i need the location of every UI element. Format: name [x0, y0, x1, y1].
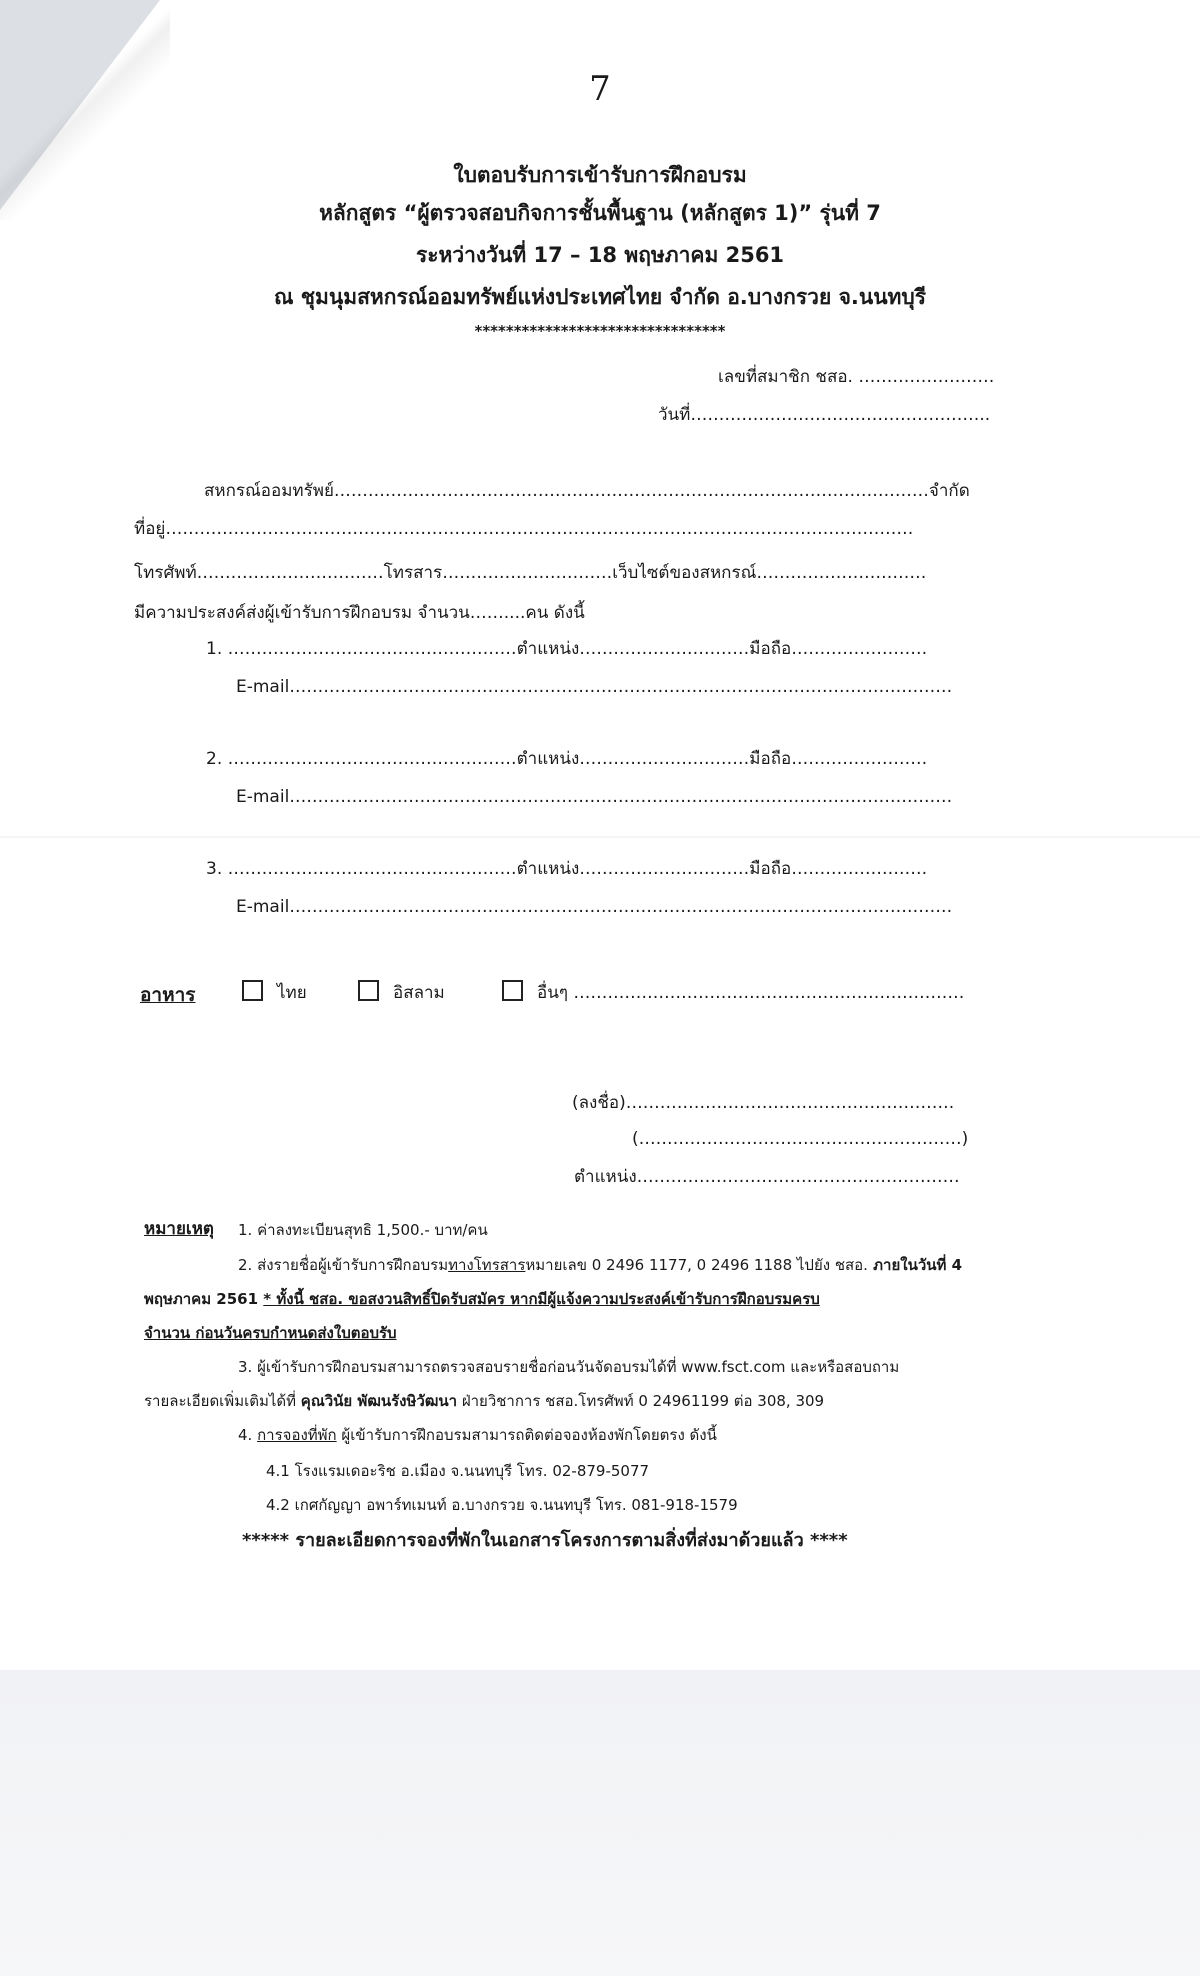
participant-count-line: มีความประสงค์ส่งผู้เข้ารับการฝึกอบรม จำนวน……....คน ดังนี้	[134, 603, 585, 623]
note-3-line-1: 3. ผู้เข้ารับการฝึกอบรมสามารถตรวจสอบรายชื่อก่อนวันจัดอบรมได้ที่ www.fsct.com และหรือสอบถาม	[238, 1358, 900, 1376]
signature-position-field: ตำแหน่ง…………………………………………………	[574, 1167, 960, 1187]
note-4-rest: ผู้เข้ารับการฝึกอบรมสามารถติดต่อจองห้องพักโดยตรง ดังนี้	[336, 1426, 717, 1444]
note-2-line-3: จำนวน ก่อนวันครบกำหนดส่งใบตอบรับ	[144, 1324, 397, 1342]
hotel-2: 4.2 เกศกัญญา อพาร์ทเมนท์ อ.บางกรวย จ.นนทบุรี โทร. 081-918-1579	[266, 1496, 738, 1514]
note-3-contact-name: คุณวินัย พัฒนรังษิวัฒนา	[300, 1392, 458, 1410]
food-option-thai	[242, 980, 307, 1004]
food-thai-label: ไทย	[277, 983, 307, 1003]
note-4-label: การจองที่พัก	[257, 1426, 337, 1444]
page-number: 7	[589, 69, 611, 109]
signature-name-field: (…………………………………………………)	[632, 1129, 969, 1149]
note-1: 1. ค่าลงทะเบียนสุทธิ 1,500.- บาท/คน	[238, 1221, 488, 1239]
food-option-other	[502, 980, 964, 1004]
food-other-label: อื่นๆ ……………………………………………………………	[537, 983, 965, 1003]
note-2-line-1	[238, 1254, 962, 1276]
fold-crease	[0, 836, 1200, 838]
note-3-line-2	[144, 1390, 824, 1412]
note-3-part-c: ฝ่ายวิชาการ ชสอ.โทรศัพท์ 0 24961199 ต่อ 308, 309	[457, 1392, 825, 1410]
participant-3-line: 3. ……………………………………………ตำแหน่ง…………………………มือถือ……………………	[206, 859, 928, 879]
checkbox-thai	[242, 980, 263, 1001]
member-number-field: เลขที่สมาชิก ชสอ. ……………………	[718, 367, 995, 387]
participant-3-email: E-mail………………………………………………………………………………………………………	[236, 897, 953, 917]
participant-1-line: 1. ……………………………………………ตำแหน่ง…………………………มือถือ……………………	[206, 639, 928, 659]
participant-1-email: E-mail………………………………………………………………………………………………………	[236, 677, 953, 697]
note-2-fax: ทางโทรสาร	[448, 1256, 526, 1274]
note-2-part-e: * ทั้งนี้ ชสอ. ขอสงวนสิทธิ์ปิดรับสมัคร หากมีผู้แจ้งความประสงค์เข้ารับการฝึกอบรมครบ	[263, 1290, 820, 1308]
food-label: อาหาร	[140, 984, 196, 1006]
note-3-part-b: รายละเอียดเพิ่มเติมได้ที่	[144, 1392, 301, 1410]
note-2-part-b: หมายเลข 0 2496 1177, 0 2496 1188 ไปยัง ชสอ.	[525, 1256, 868, 1274]
contact-field: โทรศัพท์……………………………โทรสาร…………………………เว็บไซต์ของสหกรณ์…………………………	[134, 563, 927, 583]
note-2-part-c: ภายในวันที่ 4	[867, 1256, 963, 1274]
course-title: หลักสูตร “ผู้ตรวจสอบกิจการชั้นพื้นฐาน (หลักสูตร 1)” รุ่นที่ 7	[319, 201, 881, 225]
note-4-number: 4.	[238, 1426, 258, 1444]
hotel-1: 4.1 โรงแรมเดอะริช อ.เมือง จ.นนทบุรี โทร. 02-879-5077	[266, 1462, 650, 1480]
participant-2-email: E-mail………………………………………………………………………………………………………	[236, 787, 953, 807]
scanner-background	[0, 1670, 1200, 1976]
course-dates: ระหว่างวันที่ 17 – 18 พฤษภาคม 2561	[415, 243, 785, 267]
checkbox-islam	[358, 980, 379, 1001]
note-4	[238, 1424, 717, 1446]
food-option-islam	[358, 980, 445, 1004]
note-2-part-a: 2. ส่งรายชื่อผู้เข้ารับการฝึกอบรม	[238, 1256, 449, 1274]
coop-name-field: สหกรณ์ออมทรัพย์……………………………………………………………………………………………จำกัด	[204, 481, 970, 501]
final-note: ***** รายละเอียดการจองที่พักในเอกสารโครงการตามสิ่งที่ส่งมาด้วยแล้ว ****	[242, 1530, 848, 1551]
checkbox-other	[502, 980, 523, 1001]
note-2-line-2	[144, 1288, 820, 1310]
food-islam-label: อิสลาม	[393, 983, 445, 1003]
form-title: ใบตอบรับการเข้ารับการฝึกอบรม	[453, 163, 747, 187]
folded-corner-shadow	[0, 0, 170, 220]
date-field: วันที่……………………………………………..	[658, 405, 991, 425]
address-field: ที่อยู่……………………………………………………………………………………………………………………	[134, 519, 914, 539]
notes-label: หมายเหตุ	[144, 1219, 214, 1239]
participant-2-line: 2. ……………………………………………ตำแหน่ง…………………………มือถือ……………………	[206, 749, 928, 769]
signature-field: (ลงชื่อ)………………………………………………….	[572, 1093, 955, 1113]
course-venue: ณ ชุมนุมสหกรณ์ออมทรัพย์แห่งประเทศไทย จำกัด อ.บางกรวย จ.นนทบุรี	[273, 285, 927, 309]
note-2-part-d: พฤษภาคม 2561	[144, 1290, 264, 1308]
header-divider-stars: ********************************	[474, 322, 726, 340]
